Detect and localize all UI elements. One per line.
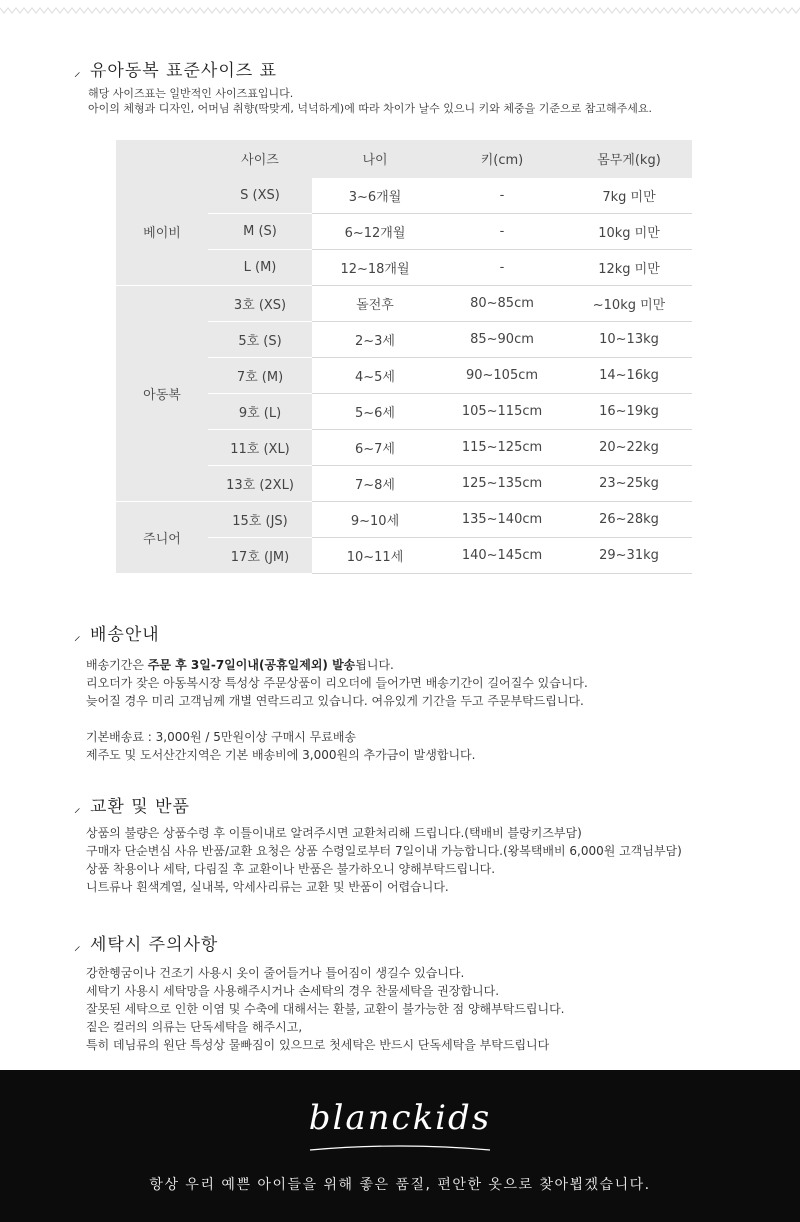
washing-title: ⸝ 세탁시 주의사항 — [74, 935, 219, 955]
weight-cell: 20~22kg — [566, 429, 692, 465]
size-cell: 5호 (S) — [208, 321, 312, 357]
age-cell: 4~5세 — [312, 357, 438, 393]
height-cell: 115~125cm — [438, 429, 566, 465]
washing-line: 잘못된 세탁으로 인한 이염 및 수축에 대해서는 환불, 교환이 불가능한 점 양해부탁드립니다. — [86, 1002, 565, 1016]
size-group-label: 베이비 — [116, 177, 208, 285]
height-cell: 105~115cm — [438, 393, 566, 429]
size-cell: L (M) — [208, 249, 312, 285]
shipping-fee-line: 제주도 및 도서산간지역은 기본 배송비에 3,000원의 추가금이 발생합니다. — [86, 748, 476, 762]
size-cell: 11호 (XL) — [208, 429, 312, 465]
size-group-label: 주니어 — [116, 501, 208, 573]
size-table — [116, 140, 692, 574]
exchange-line: 니트류나 흰색계열, 실내복, 악세사리류는 교환 및 반품이 어렵습니다. — [86, 880, 449, 894]
header-height: 키(cm) — [438, 140, 566, 177]
shipping-title: ⸝ 배송안내 — [74, 625, 160, 645]
height-cell: 125~135cm — [438, 465, 566, 501]
size-group-label: 아동복 — [116, 285, 208, 501]
size-chart-title: ⸝ 유아동복 표준사이즈 표 — [74, 61, 278, 81]
pen-mark-icon: ⸝ — [74, 800, 82, 816]
washing-line: 강한헹굼이나 건조기 사용시 옷이 줄어들거나 틀어짐이 생길수 있습니다. — [86, 966, 465, 980]
logo-underline — [300, 1144, 500, 1156]
height-cell: 90~105cm — [438, 357, 566, 393]
header-group — [116, 140, 208, 177]
weight-cell: 29~31kg — [566, 537, 692, 573]
weight-cell: 14~16kg — [566, 357, 692, 393]
height-cell: - — [438, 249, 566, 285]
pen-mark-icon: ⸝ — [74, 64, 82, 80]
height-cell: 135~140cm — [438, 501, 566, 537]
header-weight: 몸무게(kg) — [566, 140, 692, 177]
pen-mark-icon: ⸝ — [74, 938, 82, 954]
size-cell: 7호 (M) — [208, 357, 312, 393]
age-cell: 6~7세 — [312, 429, 438, 465]
pen-mark-icon: ⸝ — [74, 628, 82, 644]
footer-banner — [0, 1070, 800, 1222]
exchange-text — [86, 824, 682, 896]
age-cell: 6~12개월 — [312, 213, 438, 249]
size-cell: 3호 (XS) — [208, 285, 312, 321]
exchange-line: 상품 착용이나 세탁, 다림질 후 교환이나 반품은 불가하오니 양해부탁드립니다. — [86, 862, 496, 876]
washing-text — [86, 964, 565, 1054]
zigzag-border — [0, 0, 800, 22]
exchange-line: 상품의 불량은 상품수령 후 이틀이내로 알려주시면 교환처리해 드립니다.(택배비 블랑키즈부담) — [86, 826, 582, 840]
height-cell: - — [438, 213, 566, 249]
weight-cell: 10kg 미만 — [566, 213, 692, 249]
height-cell: 85~90cm — [438, 321, 566, 357]
size-cell: 17호 (JM) — [208, 537, 312, 573]
header-age: 나이 — [312, 140, 438, 177]
size-cell: M (S) — [208, 213, 312, 249]
height-cell: - — [438, 177, 566, 213]
age-cell: 5~6세 — [312, 393, 438, 429]
header-size: 사이즈 — [208, 140, 312, 177]
size-table-row — [116, 285, 692, 321]
spacer — [86, 710, 588, 728]
washing-line: 짙은 컬러의 의류는 단독세탁을 해주시고, — [86, 1020, 303, 1034]
size-cell: 9호 (L) — [208, 393, 312, 429]
washing-line: 특히 데님류의 원단 특성상 물빠짐이 있으므로 첫세탁은 반드시 단독세탁을 부탁드립니다 — [86, 1038, 550, 1052]
weight-cell: 23~25kg — [566, 465, 692, 501]
age-cell: 돌전후 — [312, 285, 438, 321]
size-table-row — [116, 501, 692, 537]
age-cell: 2~3세 — [312, 321, 438, 357]
size-table-body — [116, 177, 692, 573]
weight-cell: 10~13kg — [566, 321, 692, 357]
size-note-line: 해당 사이즈표는 일반적인 사이즈표입니다. — [88, 87, 294, 100]
washing-line: 세탁기 사용시 세탁망을 사용해주시거나 손세탁의 경우 찬물세탁을 권장합니다. — [86, 984, 500, 998]
age-cell: 10~11세 — [312, 537, 438, 573]
brand-logo: blanckids — [308, 1098, 492, 1138]
weight-cell: 12kg 미만 — [566, 249, 692, 285]
size-chart-notes — [88, 86, 652, 116]
size-cell: 15호 (JS) — [208, 501, 312, 537]
footer-tagline: 항상 우리 예쁜 아이들을 위해 좋은 품질, 편안한 옷으로 찾아뵙겠습니다. — [149, 1177, 651, 1193]
shipping-period-highlight: 주문 후 3일-7일이내(공휴일제외) 발송 — [147, 658, 356, 672]
weight-cell: 7kg 미만 — [566, 177, 692, 213]
shipping-text — [86, 656, 588, 764]
age-cell: 12~18개월 — [312, 249, 438, 285]
weight-cell: ~10kg 미만 — [566, 285, 692, 321]
exchange-title: ⸝ 교환 및 반품 — [74, 797, 190, 817]
size-table-header-row — [116, 140, 692, 177]
age-cell: 7~8세 — [312, 465, 438, 501]
weight-cell: 16~19kg — [566, 393, 692, 429]
size-cell: 13호 (2XL) — [208, 465, 312, 501]
weight-cell: 26~28kg — [566, 501, 692, 537]
shipping-fee-line: 기본배송료 : 3,000원 / 5만원이상 구매시 무료배송 — [86, 730, 357, 744]
shipping-line: 리오더가 잦은 아동복시장 특성상 주문상품이 리오더에 들어가면 배송기간이 길어질수 있습니다. — [86, 676, 588, 690]
height-cell: 80~85cm — [438, 285, 566, 321]
age-cell: 3~6개월 — [312, 177, 438, 213]
size-cell: S (XS) — [208, 177, 312, 213]
age-cell: 9~10세 — [312, 501, 438, 537]
size-table-row — [116, 177, 692, 213]
shipping-line: 늦어질 경우 미리 고객님께 개별 연락드리고 있습니다. 여유있게 기간을 두고 주문부탁드립니다. — [86, 694, 584, 708]
height-cell: 140~145cm — [438, 537, 566, 573]
shipping-line: 배송기간은 주문 후 3일-7일이내(공휴일제외) 발송됩니다. — [86, 658, 394, 672]
size-note-line: 아이의 체형과 디자인, 어머님 취향(딱맞게, 넉넉하게)에 따라 차이가 날수 있으니 키와 체중을 기준으로 참고해주세요. — [88, 102, 652, 115]
exchange-line: 구매자 단순변심 사유 반품/교환 요청은 상품 수령일로부터 7일이내 가능합니다.(왕복택배비 6,000원 고객님부담) — [86, 844, 682, 858]
